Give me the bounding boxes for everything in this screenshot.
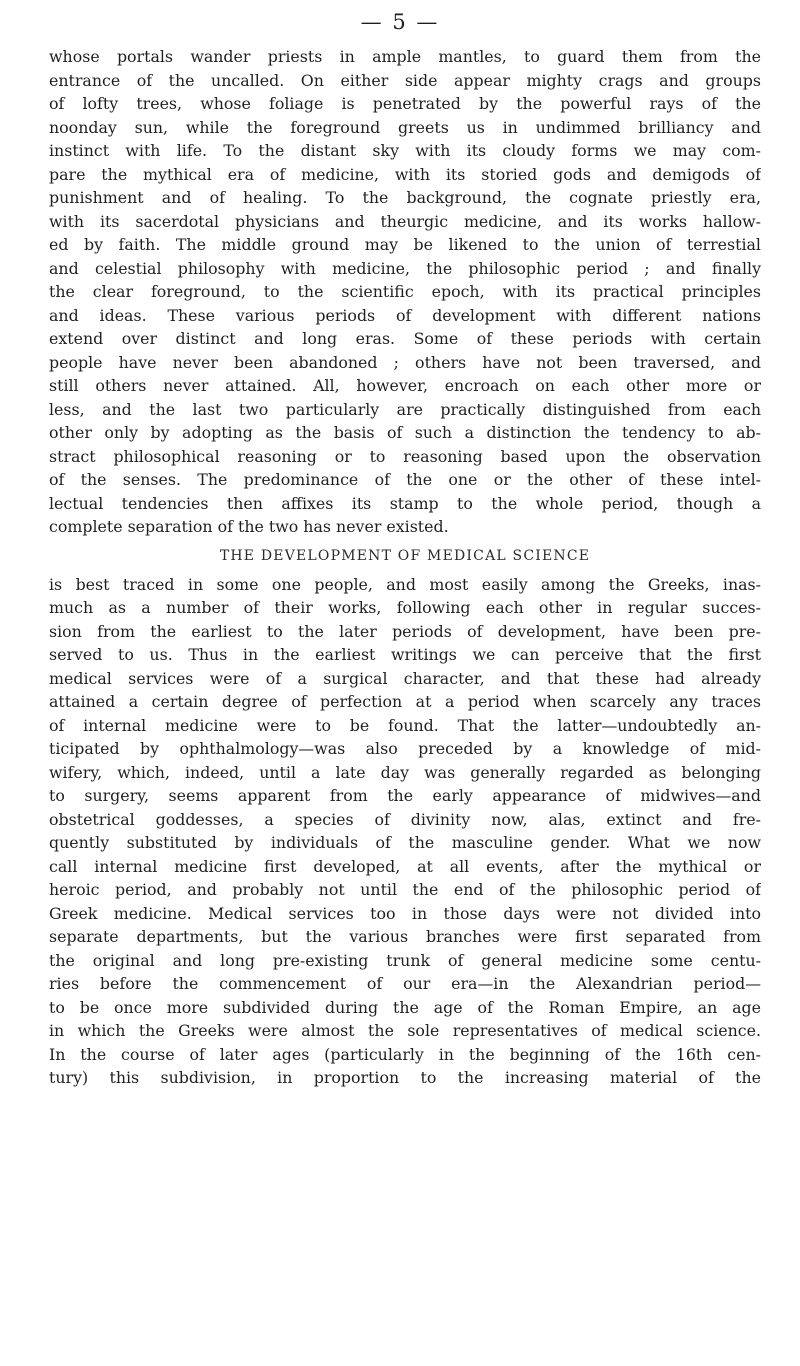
text-line: and celestial philosophy with medicine, the philosophic period ; and finally xyxy=(49,258,761,278)
text-line: whose portals wander priests in ample mantles, to guard them from the xyxy=(49,47,761,66)
text-line: lectual tendencies then affixes its stamp to the whole period, though a xyxy=(49,493,761,513)
paragraph-1 xyxy=(49,45,761,539)
text-line: extend over distinct and long eras. Some of these periods with certain xyxy=(49,329,761,348)
text-line: of the senses. The predominance of the one or the other of these intel- xyxy=(49,470,761,489)
text-line: ries before the commencement of our era—in the Alexandrian period— xyxy=(49,974,761,993)
text-line: in which the Greeks were almost the sole representatives of medical science. xyxy=(49,1021,761,1040)
text-line: call internal medicine first developed, at all events, after the mythical or xyxy=(49,856,761,876)
text-line: separate departments, but the various branches were first separated from xyxy=(49,927,761,946)
text-line: the clear foreground, to the scientific epoch, with its practical principles xyxy=(49,282,761,301)
text-line: to be once more subdivided during the age of the Roman Empire, an age xyxy=(49,997,761,1017)
paragraph-2 xyxy=(49,573,761,1090)
text-line: complete separation of the two has never existed. xyxy=(49,517,449,536)
text-line: still others never attained. All, however, encroach on each other more or xyxy=(49,376,761,395)
text-line: sion from the earliest to the later periods of development, have been pre- xyxy=(49,621,761,641)
text-line: wifery, which, indeed, until a late day was generally regarded as belonging xyxy=(49,762,761,782)
text-line: entrance of the uncalled. On either side appear mighty crags and groups xyxy=(49,70,761,90)
text-line: the original and long pre-existing trunk of general medicine some centu- xyxy=(49,950,761,970)
text-line: In the course of later ages (particularly in the beginning of the 16th cen- xyxy=(49,1044,761,1064)
text-line: much as a number of their works, following each other in regular succes- xyxy=(49,598,761,617)
text-line: Greek medicine. Medical services too in those days were not divided into xyxy=(49,903,761,923)
body-text xyxy=(49,45,761,1090)
text-line: with its sacerdotal physicians and theurgic medicine, and its works hallow- xyxy=(49,211,761,231)
text-line: punishment and of healing. To the background, the cognate priestly era, xyxy=(49,188,761,207)
text-line: quently substituted by individuals of the masculine gender. What we now xyxy=(49,833,761,852)
text-line: tury) this subdivision, in proportion to the increasing material of the xyxy=(49,1068,761,1087)
text-line: instinct with life. To the distant sky with its cloudy forms we may com- xyxy=(49,141,761,160)
text-line: medical services were of a surgical character, and that these had already xyxy=(49,668,761,688)
text-line: noonday sun, while the foreground greets us in undimmed brilliancy and xyxy=(49,117,761,137)
text-line: other only by adopting as the basis of such a distinction the tendency to ab- xyxy=(49,423,761,442)
text-line: is best traced in some one people, and most easily among the Greeks, inas- xyxy=(49,574,761,594)
text-line: pare the mythical era of medicine, with its storied gods and demigods of xyxy=(49,164,761,184)
text-line: attained a certain degree of perfection at a period when scarcely any traces xyxy=(49,692,761,711)
text-line: ticipated by ophthalmology—was also preceded by a knowledge of mid- xyxy=(49,739,761,758)
text-line: less, and the last two particularly are practically distinguished from each xyxy=(49,399,761,419)
page-number: — 5 — xyxy=(360,10,440,34)
text-line: heroic period, and probably not until the end of the philosophic period of xyxy=(49,880,761,899)
text-line: ed by faith. The middle ground may be likened to the union of terrestial xyxy=(49,235,761,254)
text-line: stract philosophical reasoning or to reasoning based upon the observation xyxy=(49,446,761,466)
text-line: people have never been abandoned ; others have not been traversed, and xyxy=(49,352,761,372)
section-heading: THE DEVELOPMENT OF MEDICAL SCIENCE xyxy=(219,547,591,564)
text-line: obstetrical goddesses, a species of divinity now, alas, extinct and fre- xyxy=(49,809,761,829)
text-line: of internal medicine were to be found. That the latter—undoubtedly an- xyxy=(49,715,761,735)
text-line: and ideas. These various periods of development with different nations xyxy=(49,305,761,325)
text-line: served to us. Thus in the earliest writings we can perceive that the first xyxy=(49,645,761,664)
text-line: of lofty trees, whose foliage is penetrated by the powerful rays of the xyxy=(49,94,761,113)
text-line: to surgery, seems apparent from the early appearance of midwives—and xyxy=(49,786,761,805)
